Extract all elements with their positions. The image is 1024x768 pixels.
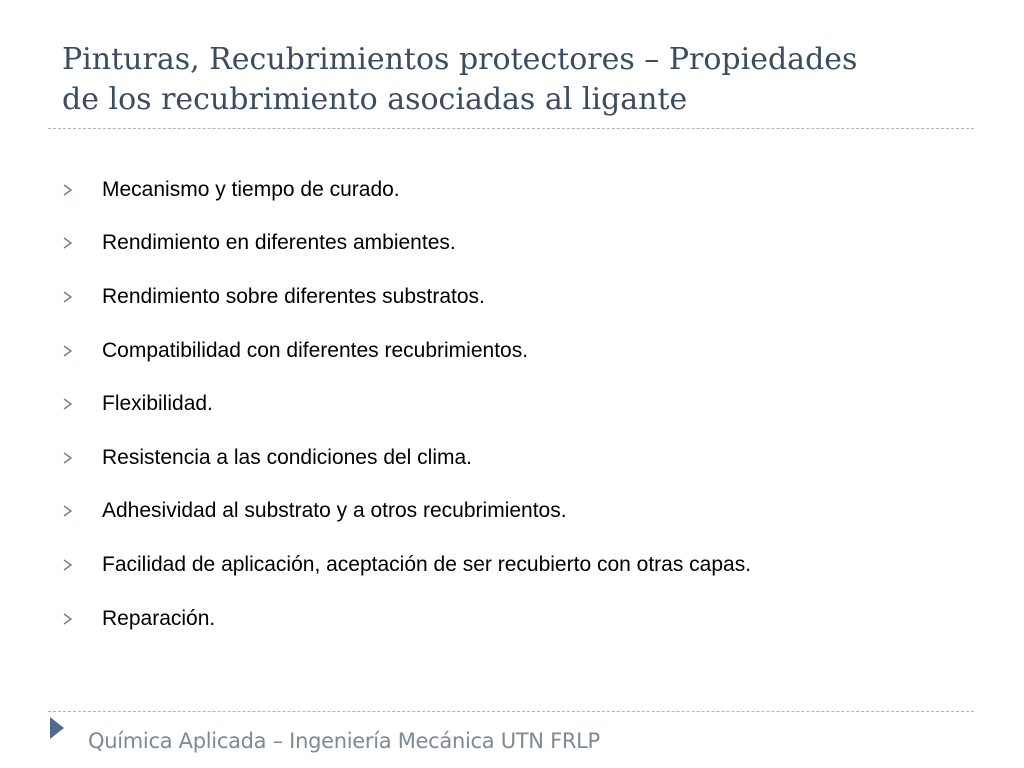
arrow-bullet-icon [62, 291, 102, 303]
arrow-bullet-icon [62, 452, 102, 464]
bullet-item [62, 217, 751, 271]
slide-title-line-2: de los recubrimiento asociadas al ligante [62, 82, 688, 117]
bullet-text: Mecanismo y tiempo de curado. [102, 177, 400, 201]
arrow-bullet-icon [62, 398, 102, 410]
slide-title [62, 40, 982, 120]
arrow-bullet-icon [62, 505, 102, 517]
arrow-bullet-icon [62, 345, 102, 357]
bullet-item [62, 592, 751, 646]
arrow-bullet-icon [62, 613, 102, 625]
arrow-bullet-icon [62, 184, 102, 196]
bullet-item [62, 485, 751, 539]
bullet-text: Reparación. [102, 606, 216, 630]
bullet-text: Rendimiento en diferentes ambientes. [102, 231, 456, 255]
bullet-item [62, 270, 751, 324]
bullet-item [62, 324, 751, 378]
bullet-item [62, 431, 751, 485]
bullet-list [62, 163, 751, 645]
arrow-bullet-icon [62, 559, 102, 571]
bullet-text: Adhesividad al substrato y a otros recubrimientos. [102, 499, 567, 523]
bullet-text: Compatibilidad con diferentes recubrimientos. [102, 338, 529, 362]
arrow-bullet-icon [62, 237, 102, 249]
footer-divider [48, 711, 974, 712]
bullet-text: Resistencia a las condiciones del clima. [102, 445, 473, 469]
triangle-marker-icon [49, 716, 65, 740]
bullet-item [62, 377, 751, 431]
slide-footer: Química Aplicada – Ingeniería Mecánica UTN FRLP [88, 729, 600, 753]
title-divider [48, 128, 974, 129]
bullet-item [62, 538, 751, 592]
bullet-text: Facilidad de aplicación, aceptación de ser recubierto con otras capas. [102, 552, 752, 576]
bullet-item [62, 163, 751, 217]
bullet-text: Rendimiento sobre diferentes substratos. [102, 284, 485, 308]
slide-title-line-1: Pinturas, Recubrimientos protectores – Propiedades [62, 42, 858, 77]
bullet-text: Flexibilidad. [102, 392, 213, 416]
